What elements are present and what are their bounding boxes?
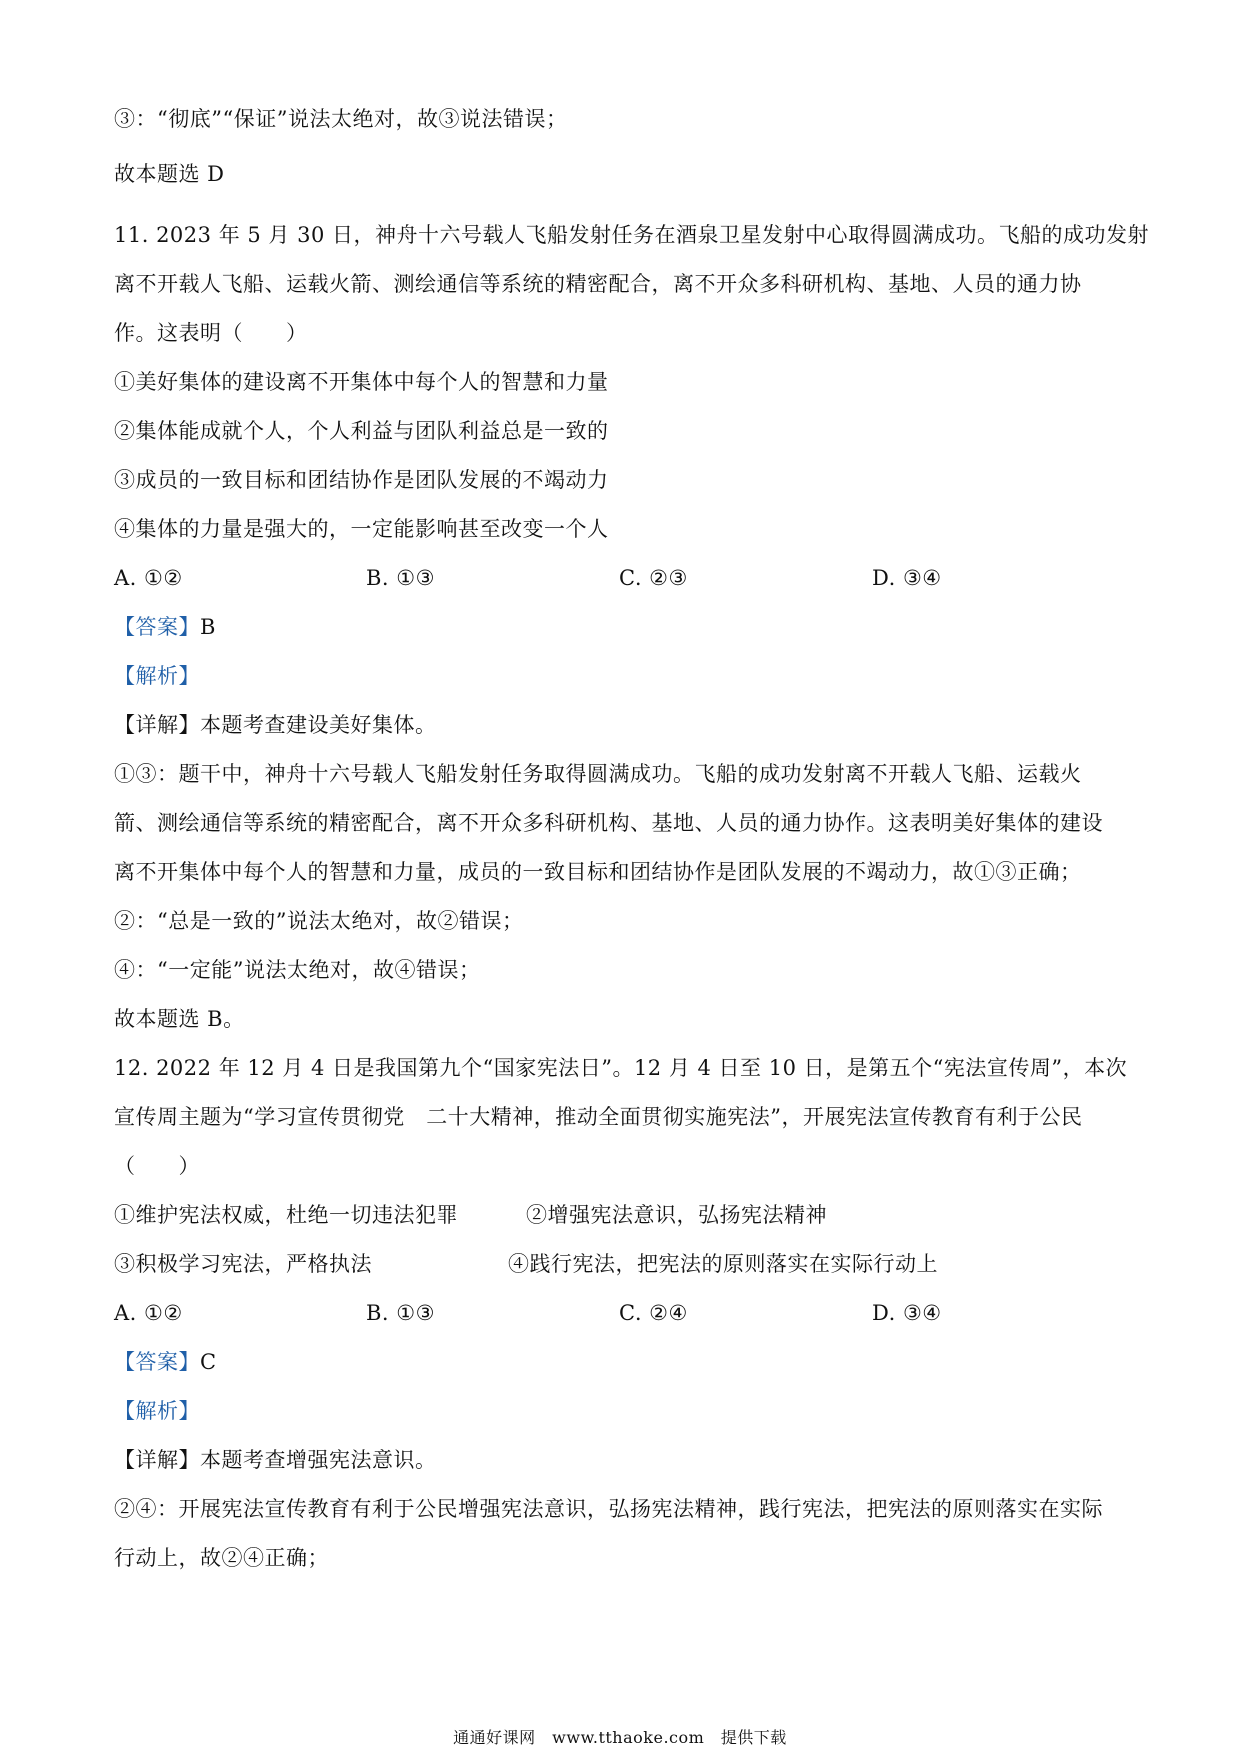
q11-option-b: B. ①③: [366, 566, 435, 590]
q10-conclusion: 故本题选 D: [114, 162, 225, 186]
q12-detail: [114, 1445, 437, 1475]
q11-explanation-line-5: ④：“一定能”说法太绝对，故④错误；: [114, 958, 481, 982]
q12-statement-3: ③积极学习宪法，严格执法: [114, 1252, 372, 1276]
q11-explanation-line-1: ①③：题干中，神舟十六号载人飞船发射任务取得圆满成功。飞船的成功发射离不开载人飞船、运载火: [114, 762, 1082, 786]
q12-option-a: A. ①②: [114, 1301, 183, 1325]
q12-detail-text: 本题考查增强宪法意识。: [200, 1448, 437, 1472]
q12-statement-1: ①维护宪法权威，杜绝一切违法犯罪: [114, 1203, 458, 1227]
q12-answer-tag: 【答案】: [114, 1350, 200, 1374]
q11-stem-line-2: 离不开载人飞船、运载火箭、测绘通信等系统的精密配合，离不开众多科研机构、基地、人员的通力协: [114, 272, 1082, 296]
q12-analysis: [114, 1396, 200, 1426]
q12-explanation-line-2: 行动上，故②④正确；: [114, 1546, 329, 1570]
q11-detail: [114, 710, 437, 740]
q12-detail-tag: 【详解】: [114, 1448, 200, 1472]
q11-answer-tag: 【答案】: [114, 615, 200, 639]
q11-stem-line-3: 作。这表明（ ）: [114, 321, 308, 345]
q12-statement-4: ④践行宪法，把宪法的原则落实在实际行动上: [508, 1252, 938, 1276]
q12-stem-line-2: 宣传周主题为“学习宣传贯彻党 二十大精神，推动全面贯彻实施宪法”，开展宪法宣传教育有利于公民: [114, 1105, 1083, 1129]
q11-detail-text: 本题考查建设美好集体。: [200, 713, 437, 737]
q12-answer-value: C: [200, 1350, 217, 1374]
q11-stem-line-1: 11. 2023 年 5 月 30 日，神舟十六号载人飞船发射任务在酒泉卫星发射中心取得圆满成功。飞船的成功发射: [114, 223, 1149, 247]
q12-option-c: C. ②④: [619, 1301, 688, 1325]
q12-option-b: B. ①③: [366, 1301, 435, 1325]
q11-explanation-line-3: 离不开集体中每个人的智慧和力量，成员的一致目标和团结协作是团队发展的不竭动力，故①③正确；: [114, 860, 1082, 884]
q11-option-c: C. ②③: [619, 566, 688, 590]
q10-item3: ③：“彻底”“保证”说法太绝对，故③说法错误；: [114, 107, 568, 131]
q11-statement-2: ②集体能成就个人，个人利益与团队利益总是一致的: [114, 419, 609, 443]
q12-statement-2: ②增强宪法意识，弘扬宪法精神: [526, 1203, 827, 1227]
q11-explanation-line-2: 箭、测绘通信等系统的精密配合，离不开众多科研机构、基地、人员的通力协作。这表明美好集体的建设: [114, 811, 1103, 835]
q11-conclusion: 故本题选 B。: [114, 1007, 245, 1031]
q12-answer: [114, 1347, 217, 1377]
q11-statement-4: ④集体的力量是强大的，一定能影响甚至改变一个人: [114, 517, 609, 541]
q11-option-d: D. ③④: [872, 566, 942, 590]
q11-statement-1: ①美好集体的建设离不开集体中每个人的智慧和力量: [114, 370, 609, 394]
q12-option-d: D. ③④: [872, 1301, 942, 1325]
q11-statement-3: ③成员的一致目标和团结协作是团队发展的不竭动力: [114, 468, 609, 492]
q11-detail-tag: 【详解】: [114, 713, 200, 737]
q12-stem-line-3: （ ）: [114, 1154, 200, 1178]
page-footer: 通通好课网 www.tthaoke.com 提供下载: [453, 1728, 787, 1747]
q11-answer-value: B: [200, 615, 216, 639]
q11-answer: [114, 612, 216, 642]
q11-explanation-line-4: ②：“总是一致的”说法太绝对，故②错误；: [114, 909, 524, 933]
q12-explanation-line-1: ②④：开展宪法宣传教育有利于公民增强宪法意识，弘扬宪法精神，践行宪法，把宪法的原则落实在实际: [114, 1497, 1103, 1521]
q11-option-a: A. ①②: [114, 566, 183, 590]
q12-analysis-tag: 【解析】: [114, 1399, 200, 1423]
q11-analysis: [114, 661, 200, 691]
q12-stem-line-1: 12. 2022 年 12 月 4 日是我国第九个“国家宪法日”。12 月 4 日至 10 日，是第五个“宪法宣传周”，本次: [114, 1056, 1128, 1080]
q11-analysis-tag: 【解析】: [114, 664, 200, 688]
